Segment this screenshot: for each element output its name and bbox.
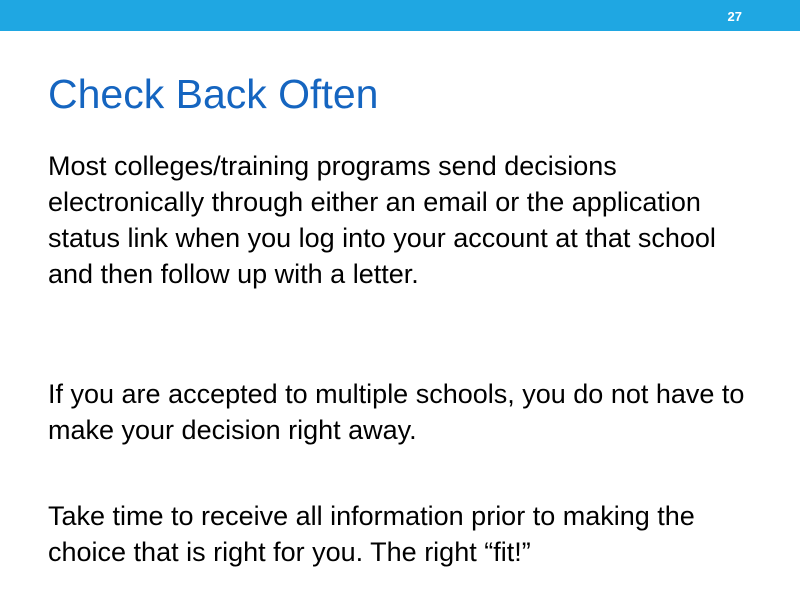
- slide-number: 27: [727, 9, 742, 24]
- body-paragraph-multiple-schools: If you are accepted to multiple schools, you do not have to make your decision right away.: [48, 379, 745, 445]
- top-accent-band: [0, 0, 800, 31]
- body-paragraph-decisions: Most colleges/training programs send decisions electronically through either an email or the application status link when you log into your account at that school and then follow up with a letter.: [48, 151, 716, 289]
- body-paragraph-take-time: Take time to receive all information prior to making the choice that is right for you. The right “fit!”: [48, 501, 695, 567]
- slide-title: Check Back Often: [48, 71, 379, 117]
